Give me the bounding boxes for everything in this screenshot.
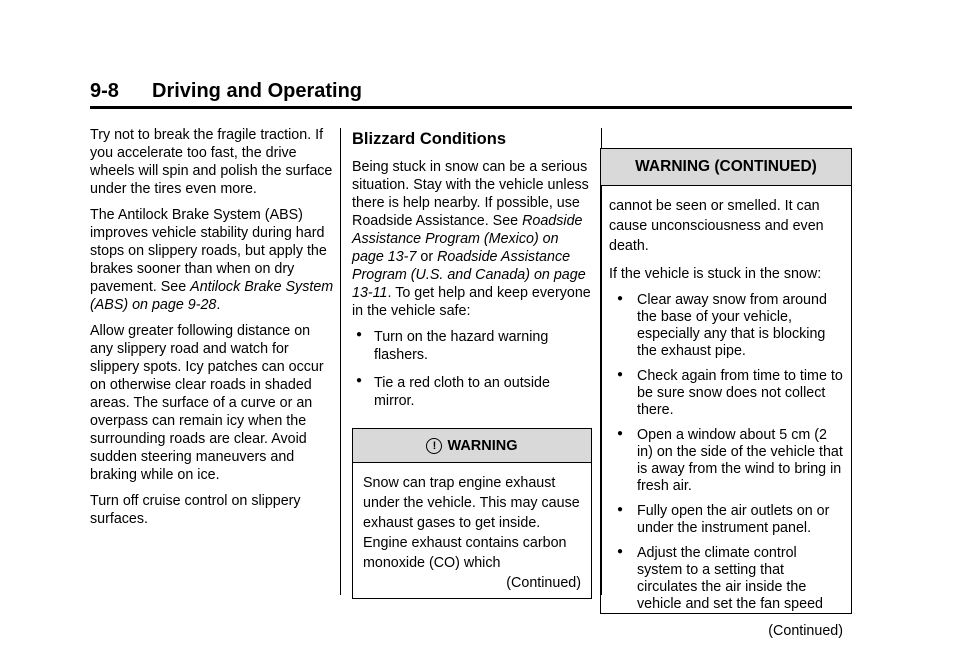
paragraph — [352, 158, 592, 320]
list-item-text: Clear away snow from around the base of your vehicle, especially any that is blocking the exhaust pipe. — [637, 292, 827, 359]
warning-text: cannot be seen or smelled. It can cause unconsciousness and even death. — [609, 198, 824, 254]
warning-body — [353, 463, 591, 598]
paragraph: Try not to break the fragile traction. If you accelerate too fast, the drive wheels will spin and polish the surface under the tires even more. — [90, 127, 333, 197]
paragraph-text: . To get help and keep everyone in the vehicle safe: — [352, 285, 591, 319]
paragraph: Allow greater following distance on any slippery road and watch for slippery spots. Icy patches can occur on otherwise clear roads in shaded areas. The surface of a curve or an overpass can remain icy when the surrounding roads are clear. Avoid sudden steering maneuvers and braking while on ice. — [90, 323, 324, 483]
warning-header — [353, 429, 591, 463]
list-item — [613, 427, 843, 495]
warning-body — [601, 186, 851, 645]
bullet-icon: ● — [617, 369, 624, 380]
page-header — [90, 80, 852, 109]
paragraph-text: Being stuck in snow can be a serious situation. Stay with the vehicle unless there is help nearby. If possible, use Roadside Assistance. See — [352, 159, 589, 229]
paragraph: Turn off cruise control on slippery surfaces. — [90, 493, 301, 527]
warning-box-continued — [600, 148, 852, 639]
list-item-text: Adjust the climate control system to a setting that circulates the air inside the vehicle and set the fan speed — [637, 545, 823, 612]
bullet-list — [352, 328, 592, 410]
section-title: Driving and Operating — [152, 80, 363, 102]
bullet-icon: ● — [356, 375, 363, 386]
bullet-icon: ● — [617, 428, 624, 439]
list-item — [352, 374, 592, 410]
list-item-text: Tie a red cloth to an outside mirror. — [374, 375, 550, 409]
cross-reference-link[interactable]: Roadside Assistance Program (U.S. and Canada) on page 13-11 — [352, 249, 586, 301]
continued-label: (Continued) — [506, 575, 581, 591]
bullet-icon: ● — [617, 293, 624, 304]
section-heading: Blizzard Conditions — [352, 130, 506, 148]
column-right — [600, 130, 852, 639]
warning-box — [352, 428, 592, 599]
bullet-list — [609, 292, 843, 613]
column-middle — [352, 130, 592, 599]
cross-reference-link[interactable]: Antilock Brake System (ABS) on page 9-28 — [90, 279, 334, 313]
list-item — [613, 545, 843, 613]
bullet-icon: ● — [617, 546, 624, 557]
warning-title: WARNING — [447, 437, 518, 454]
warning-icon: ! — [426, 438, 442, 454]
bullet-icon: ● — [617, 504, 624, 515]
list-item — [613, 292, 843, 360]
column-left — [90, 126, 335, 536]
paragraph-text: . — [216, 297, 221, 313]
list-item-text: Check again from time to time to be sure snow does not collect there. — [637, 368, 843, 418]
list-item — [613, 368, 843, 419]
list-item — [613, 503, 843, 537]
warning-header — [601, 149, 851, 186]
list-item-text: Fully open the air outlets on or under the instrument panel. — [637, 503, 830, 536]
list-item — [352, 328, 592, 364]
continued-label: (Continued) — [768, 623, 843, 639]
paragraph — [90, 206, 335, 314]
column-divider — [340, 128, 341, 595]
page-number: 9-8 — [90, 80, 119, 102]
list-item-text: Turn on the hazard warning flashers. — [374, 329, 549, 363]
paragraph-text: or — [416, 249, 438, 265]
bullet-icon: ● — [356, 329, 363, 340]
warning-text: Snow can trap engine exhaust under the vehicle. This may cause exhaust gases to get inside. Engine exhaust contains carbon monoxide (CO) which — [363, 475, 580, 571]
paragraph-text: The Antilock Brake System (ABS) improves vehicle stability during hard stops on slippery roads, but apply the brakes sooner than when on dry pavement. See — [90, 207, 327, 295]
list-item-text: Open a window about 5 cm (2 in) on the side of the vehicle that is away from the wind to bring in fresh air. — [637, 427, 843, 494]
warning-title: WARNING (CONTINUED) — [635, 158, 817, 175]
cross-reference-link[interactable]: Roadside Assistance Program (Mexico) on page 13-7 — [352, 213, 583, 265]
warning-text: If the vehicle is stuck in the snow: — [609, 266, 822, 282]
